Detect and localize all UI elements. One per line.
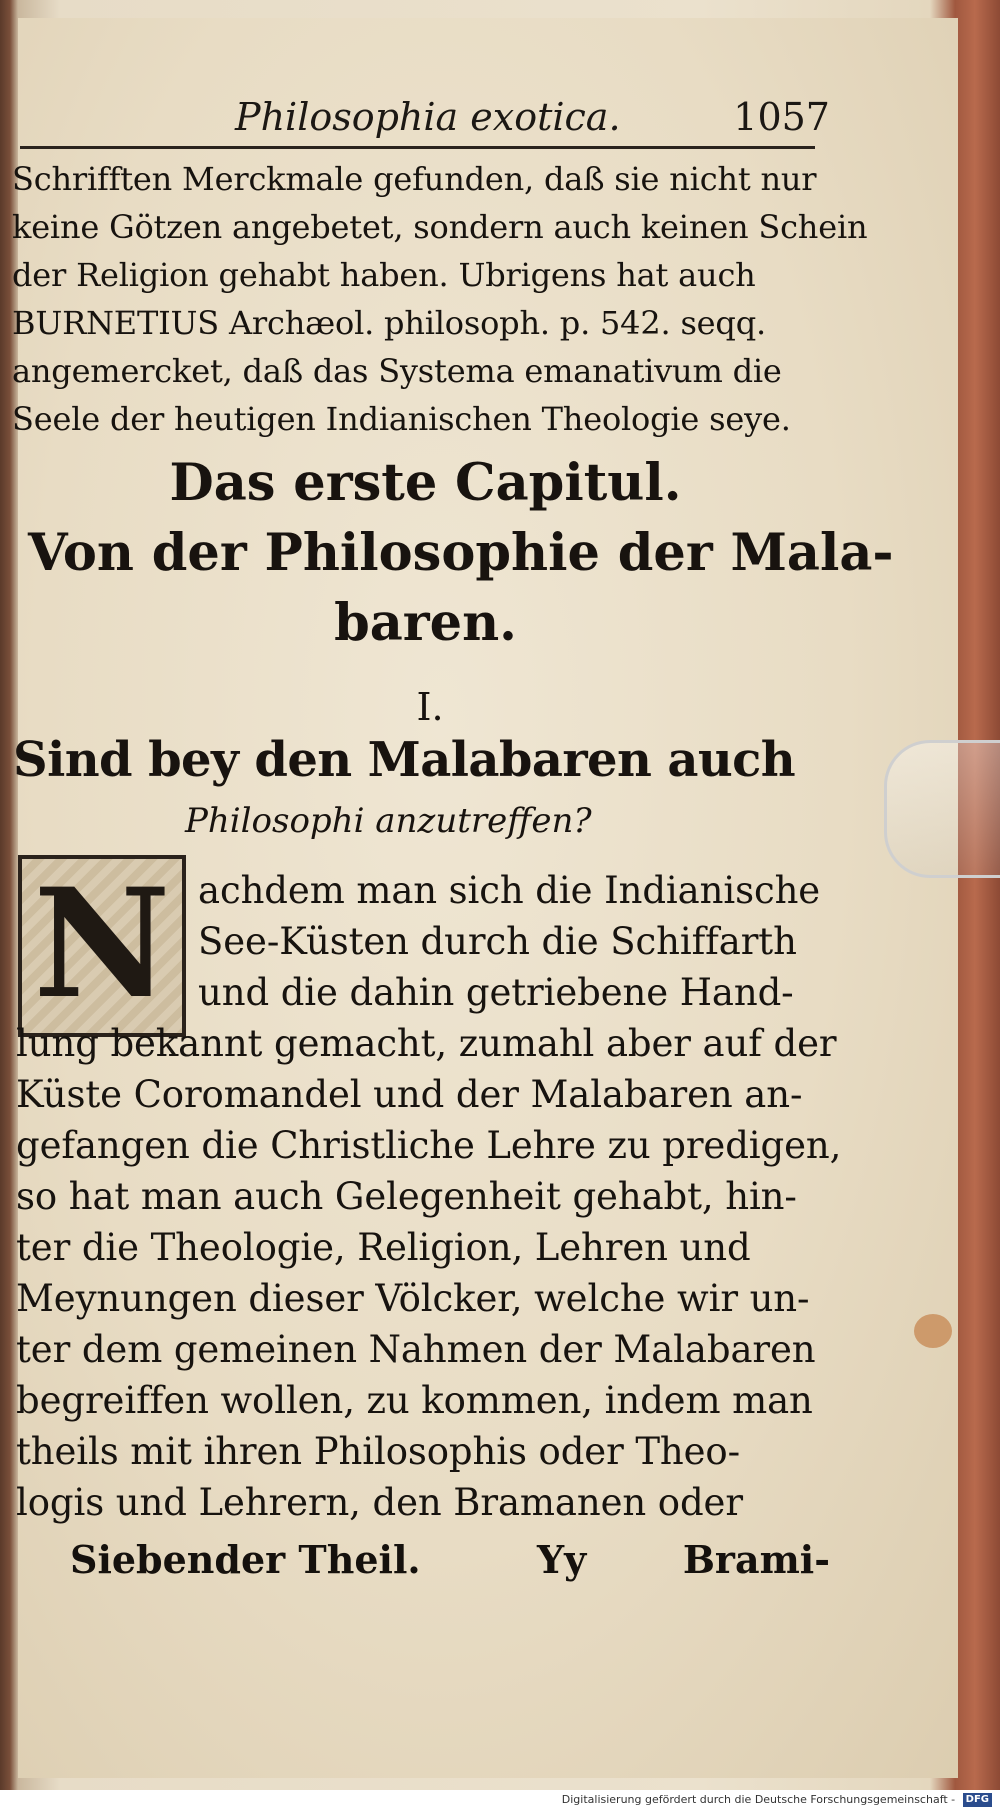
intro-line: keine Götzen angebetet, sondern auch keinen Schein — [12, 208, 868, 246]
header-rule — [20, 146, 815, 149]
intro-paragraph — [12, 155, 868, 443]
page-header — [235, 95, 830, 145]
page-number: 1057 — [733, 95, 830, 139]
body-line: See-Küsten durch die Schiffarth — [198, 920, 797, 963]
body-line: theils mit ihren Philosophis oder Theo- — [16, 1430, 741, 1473]
intro-line: Schrifften Merckmale gefunden, daß sie nicht nur — [12, 160, 817, 198]
volume-note: Siebender Theil. — [70, 1537, 421, 1582]
intro-line: Seele der heutigen Indianischen Theologie seye. — [12, 400, 791, 438]
body-line: Meynungen dieser Völcker, welche wir un- — [16, 1277, 810, 1320]
section-number: I. — [416, 685, 444, 729]
body-line: logis und Lehrern, den Bramanen oder — [16, 1481, 743, 1524]
digitization-credit — [0, 1790, 1000, 1809]
intro-line: angemercket, daß das Systema emanativum die — [12, 352, 782, 390]
page-clip — [884, 740, 1000, 878]
paper-stain — [914, 1314, 952, 1348]
body-line: gefangen die Christliche Lehre zu predigen, — [16, 1124, 842, 1167]
body-line: lung bekannt gemacht, zumahl aber auf der — [16, 1022, 837, 1065]
catchword: Brami- — [682, 1537, 830, 1582]
running-title: Philosophia exotica. — [235, 95, 621, 139]
body-paragraph — [16, 865, 842, 1528]
signature-mark: Yy — [537, 1537, 587, 1582]
chapter-subtitle: Von der Philosophie der Mala- — [28, 523, 894, 583]
intro-line: BURNETIUS Archæol. philosoph. p. 542. seqq. — [12, 304, 766, 342]
body-line: und die dahin getriebene Hand- — [198, 971, 794, 1014]
dfg-logo: DFG — [963, 1793, 992, 1807]
page-footer — [70, 1537, 830, 1587]
body-line: Küste Coromandel und der Malabaren an- — [16, 1073, 803, 1116]
decorated-initial: N — [18, 855, 186, 1037]
body-line: so hat man auch Gelegenheit gehabt, hin- — [16, 1175, 797, 1218]
credit-text: Digitalisierung gefördert durch die Deutsche Forschungsgemeinschaft - — [561, 1793, 956, 1806]
question-line-1: Sind bey den Malabaren auch — [13, 732, 796, 788]
chapter-title: Das erste Capitul. — [169, 453, 682, 513]
question-line-2: Philosophi anzutreffen? — [185, 801, 592, 841]
chapter-subtitle-continued: baren. — [334, 593, 517, 653]
body-line: begreiffen wollen, zu kommen, indem man — [16, 1379, 813, 1422]
body-line: ter dem gemeinen Nahmen der Malabaren — [16, 1328, 816, 1371]
section-question — [13, 725, 833, 847]
intro-line: der Religion gehabt haben. Ubrigens hat auch — [12, 256, 756, 294]
chapter-heading — [28, 448, 894, 658]
body-line: achdem man sich die Indianische — [198, 869, 821, 912]
body-line: ter die Theologie, Religion, Lehren und — [16, 1226, 751, 1269]
